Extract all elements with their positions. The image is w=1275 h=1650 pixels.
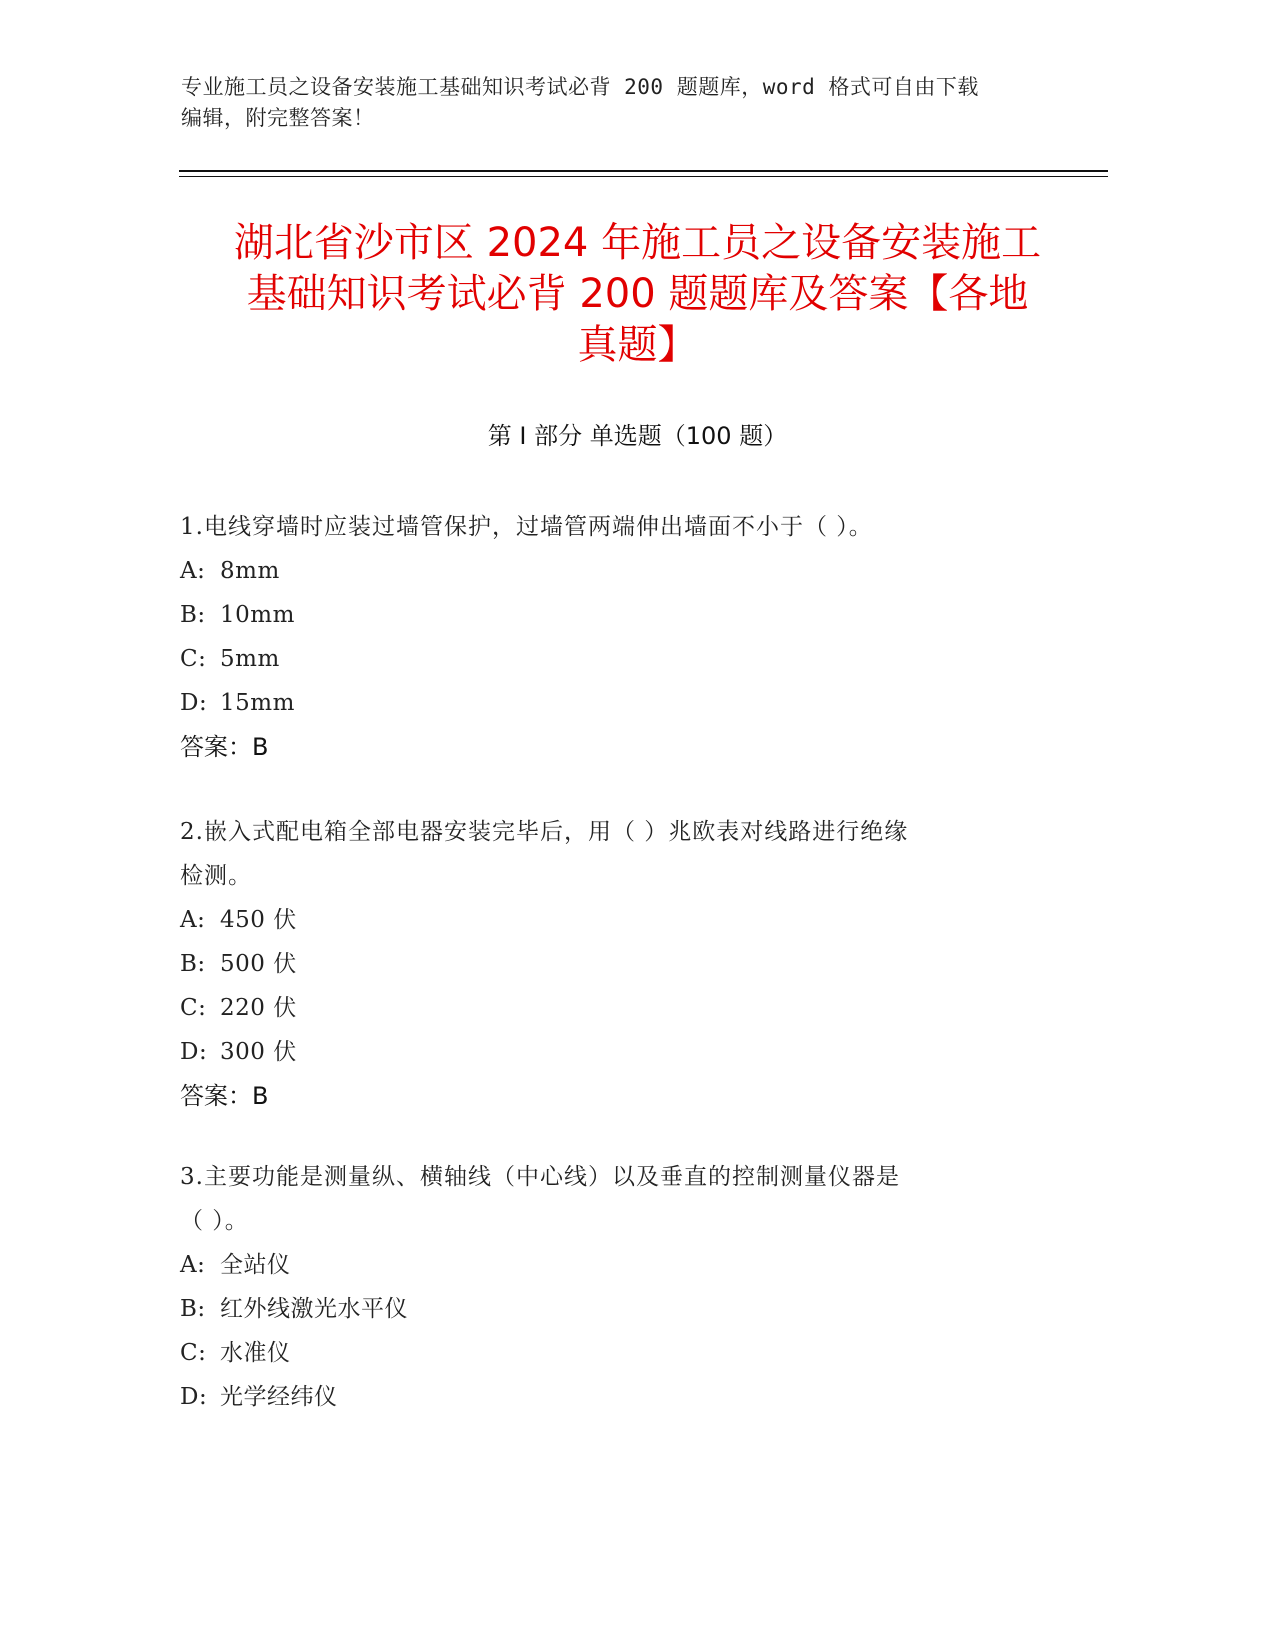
header-note bbox=[181, 72, 1061, 134]
section-heading: 第 I 部分 单选题（100 题） bbox=[487, 422, 788, 450]
option-letter: B: bbox=[180, 602, 206, 628]
question-stem-continued: 检测。 bbox=[180, 863, 252, 889]
option-text: 450 伏 bbox=[220, 907, 297, 933]
option-c bbox=[180, 986, 1040, 1030]
answer-line: 答案：B bbox=[180, 733, 269, 761]
option-text: 光学经纬仪 bbox=[220, 1384, 338, 1410]
question-stem: 2.嵌入式配电箱全部电器安装完毕后，用（ ）兆欧表对线路进行绝缘 bbox=[180, 819, 909, 845]
option-d bbox=[180, 1375, 1040, 1419]
header-note-line-2: 编辑，附完整答案！ bbox=[181, 106, 375, 130]
option-a bbox=[180, 1243, 1040, 1287]
document-title-line-1: 湖北省沙市区 2024 年施工员之设备安装施工 bbox=[233, 220, 1042, 266]
option-letter: D: bbox=[180, 1384, 208, 1410]
option-letter: A: bbox=[180, 1252, 206, 1278]
option-letter: C: bbox=[180, 995, 207, 1021]
question-1 bbox=[180, 505, 1040, 769]
question-stem: 1.电线穿墙时应装过墙管保护，过墙管两端伸出墙面不小于（ ）。 bbox=[180, 514, 873, 540]
option-letter: B: bbox=[180, 951, 206, 977]
option-a bbox=[180, 898, 1040, 942]
option-letter: D: bbox=[180, 1039, 208, 1065]
question-stem-continued: （ ）。 bbox=[180, 1208, 249, 1234]
option-b bbox=[180, 1287, 1040, 1331]
header-divider-thin bbox=[179, 176, 1108, 177]
option-text: 全站仪 bbox=[220, 1252, 291, 1278]
option-letter: A: bbox=[180, 558, 206, 584]
option-text: 5mm bbox=[220, 646, 280, 672]
option-d bbox=[180, 681, 1040, 725]
option-c bbox=[180, 637, 1040, 681]
document-title bbox=[170, 218, 1105, 371]
document-title-line-2: 基础知识考试必背 200 题题库及答案【各地 bbox=[246, 271, 1029, 317]
option-text: 8mm bbox=[220, 558, 280, 584]
header-note-line-1: 专业施工员之设备安装施工基础知识考试必背 200 题题库，word 格式可自由下载 bbox=[181, 75, 979, 99]
option-letter: B: bbox=[180, 1296, 206, 1322]
option-text: 300 伏 bbox=[220, 1039, 297, 1065]
option-letter: C: bbox=[180, 646, 207, 672]
option-letter: C: bbox=[180, 1340, 207, 1366]
option-text: 15mm bbox=[220, 690, 295, 716]
option-text: 220 伏 bbox=[220, 995, 297, 1021]
question-2 bbox=[180, 810, 1040, 1118]
option-b bbox=[180, 593, 1040, 637]
option-c bbox=[180, 1331, 1040, 1375]
option-text: 10mm bbox=[220, 602, 295, 628]
option-d bbox=[180, 1030, 1040, 1074]
option-letter: D: bbox=[180, 690, 208, 716]
option-text: 水准仪 bbox=[220, 1340, 291, 1366]
question-3 bbox=[180, 1155, 1040, 1419]
option-text: 500 伏 bbox=[220, 951, 297, 977]
option-text: 红外线激光水平仪 bbox=[220, 1296, 408, 1322]
option-b bbox=[180, 942, 1040, 986]
option-a bbox=[180, 549, 1040, 593]
answer-line: 答案：B bbox=[180, 1082, 269, 1110]
option-letter: A: bbox=[180, 907, 206, 933]
document-title-line-3: 真题】 bbox=[577, 322, 698, 368]
question-stem: 3.主要功能是测量纵、横轴线（中心线）以及垂直的控制测量仪器是 bbox=[180, 1164, 900, 1190]
header-divider-thick bbox=[179, 170, 1108, 172]
